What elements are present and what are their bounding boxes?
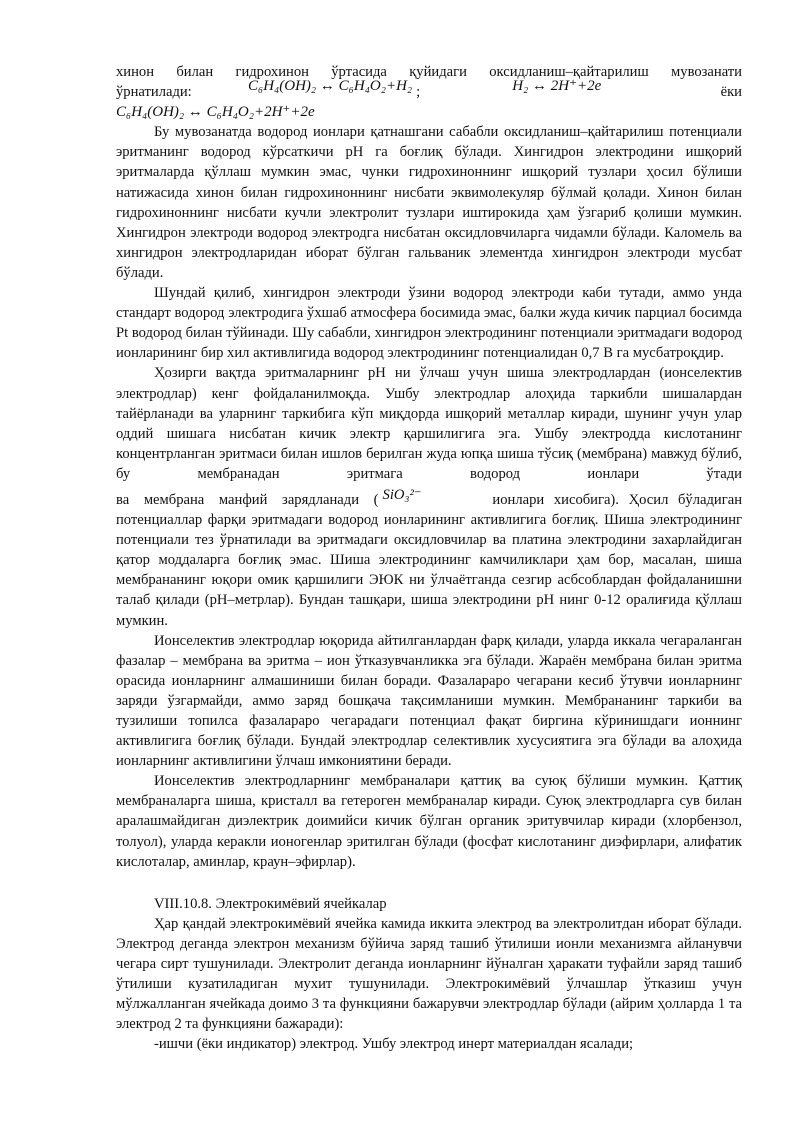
- paragraph: Ҳар қандай электрокимёвий ячейка камида иккита электрод ва электролитдан иборат бўлади. Электрод деганда электрон механизм бўйича заряд ташиб ўтилиши ионли механизмга айланувчи чегара сирт тушунилади. Электролит деганда ионларнинг йўналган ҳаракати туфайли заряд ташиб ўтилиши кузатиладиган мухит тушунилади. Электрокимёвий ўлчашлар ўтказиш учун мўлжалланган ячейкада доимо 3 та функцияни бажарувчи электродлар бўлади (айрим ҳолларда 1 та электрод 2 та функцияни бажаради):: [116, 915, 742, 1033]
- equation-3: C₆H₄(OH)₂ ↔ C₆H₄O₂+2H⁺+2e: [116, 104, 315, 121]
- paragraph: -ишчи (ёки индикатор) электрод. Ушбу электрод инерт материалдан ясалади;: [154, 1036, 634, 1053]
- equation-or: ёки: [720, 84, 742, 101]
- equation-separator: ;: [416, 84, 421, 101]
- paragraph: Ионселектив электродлар юқорида айтилганлардан фарқ қилади, уларда иккала чегараланган фазалар – мембрана ва эритма – ион ўтказувчанликка эга бўлади. Жараён мембрана билан эритма орасида ионларнинг алмашиниши билан боради. Фазалараро чегарани кесиб ўтувчи ионларнинг заряди ўзгармайди, аммо заряд бошқача тақсимланиши мумкин. Мембрананинг таркиби ва тузилиши топилса фазалараро чегарадаги потенциал фақат биргина кўринишдаги ионнинг активлигига боғлиқ бўлади. Бундай электродлар селективлик хусусиятига эга бўлади ва алоҳида ионларнинг активлигини ўлчаш имкониятини беради.: [116, 632, 742, 770]
- paragraph-fragment: ионлари хисобига). Ҳосил бўладиган: [492, 491, 742, 508]
- paragraph: Бу мувозанатда водород ионлари қатнашгани сабабли оксидланиш–қайтарилиш потенциали эритманинг водород кўрсаткичи pH га боғлиқ бўлади. Хингидрон электродини ишқорий эритмаларда қўллаш мумкин эмас, чунки гидрохиноннинг ишқорий тузлари ҳосил бўлиши натижасида хинон билан гидрохиноннинг нисбати эквимолекуляр бўлмай қолади. Хинон билан гидрохиноннинг нисбати кучли электролит тузлари иштирокида ҳам ўзгариб қолиши мумкин. Хингидрон электроди водород электродга нисбатан оксидловчиларга чидамли бўлади. Каломель ва хингидрон электродларидан иборат бўлган гальваник элементда хингидрон электроди мусбат бўлади.: [116, 124, 742, 281]
- equation-2: H₂ ↔ 2H⁺+2e: [512, 78, 602, 95]
- equation-prefix: ўрнатилади:: [116, 84, 192, 101]
- silicate-ion-formula: SiO₃²⁻: [382, 486, 422, 503]
- paragraph-line: хинон билан гидрохинон ўртасида қуйидаги оксидланиш–қайтарилиш мувозанати: [116, 64, 742, 80]
- equation-row: [116, 102, 742, 122]
- paragraph: Ионселектив электродларнинг мембраналари қаттиқ ва суюқ бўлиши мумкин. Қаттиқ мембраналарга шиша, кристалл ва гетероген мембраналар киради. Суюқ электродларга сув билан аралашмайдиган диэлектрик доимийси кичик бўлган органик эритувчилар киради (хлорбензол, толуол), уларда керакли ионогенлар эритилган бўлади (фосфат кислотанинг диэфирлари, алифатик кислоталар, аминлар, краун–эфирлар).: [116, 773, 742, 870]
- document-page: [116, 62, 742, 1055]
- paragraph: Ҳозирги вақтда эритмаларнинг pH ни ўлчаш учун шиша электродлардан (ионселектив электродлар) кенг фойдаланилмоқда. Ушбу электродлар алоҳида таркибли шишалардан тайёрланади ва уларнинг таркибига кўп миқдорда ишқорий металлар киради, шунинг учун улар оддий шишага нисбатан кичик электр қаршилигига эга. Ушбу электродда кислотанинг концентрланган эритмаси билан ишлов берилган жуда юпқа шиша тўсиқ (мембрана) мавжуд бўлиб, бу мембранадан эритмага водород ионлари ўтади: [116, 365, 742, 482]
- paragraph-fragment: ва мембрана манфий зарядланади (: [116, 491, 379, 508]
- paragraph-line-with-formula: [116, 486, 742, 510]
- section-heading: VIII.10.8. Электрокимёвий ячейкалар: [154, 895, 387, 912]
- paragraph: Шундай қилиб, хингидрон электроди ўзини водород электроди каби тутади, аммо унда стандарт водород электродига ўхшаб атмосфера босимида эмас, балки жуда кичик парциал босимда Pt водород билан тўйинади. Шу сабабли, хингидрон электродининг потенциали эритмадаги водород ионларининг бир хил активлигида водород электродининг потенциалидан 0,7 В га мусбатроқдир.: [116, 285, 742, 362]
- paragraph: потенциаллар фарқи эритмадаги водород ионларининг активлигига боғлиқ. Шиша электродининг потенциали тез ўрнатилади ва эритмадаги оксидловчилар ва платина электродини захарлайдиган қатор моддаларга боғлиқ эмас. Шиша электродининг камчиликлари ҳам бор, масалан, шиша мембрананинг юқори омик қаршилиги ЭЮК ни ўлчаётганда сезгир асбсоблардан фойдаланишни талаб қилади (pH–метрлар). Бундан ташқари, шиша электродини pH нинг 0-12 оралиғида қўллаш мумкин.: [116, 512, 742, 629]
- equation-row: [116, 78, 742, 102]
- equation-1: C₆H₄(OH)₂ ↔ C₆H₄O₂+H₂: [248, 78, 413, 95]
